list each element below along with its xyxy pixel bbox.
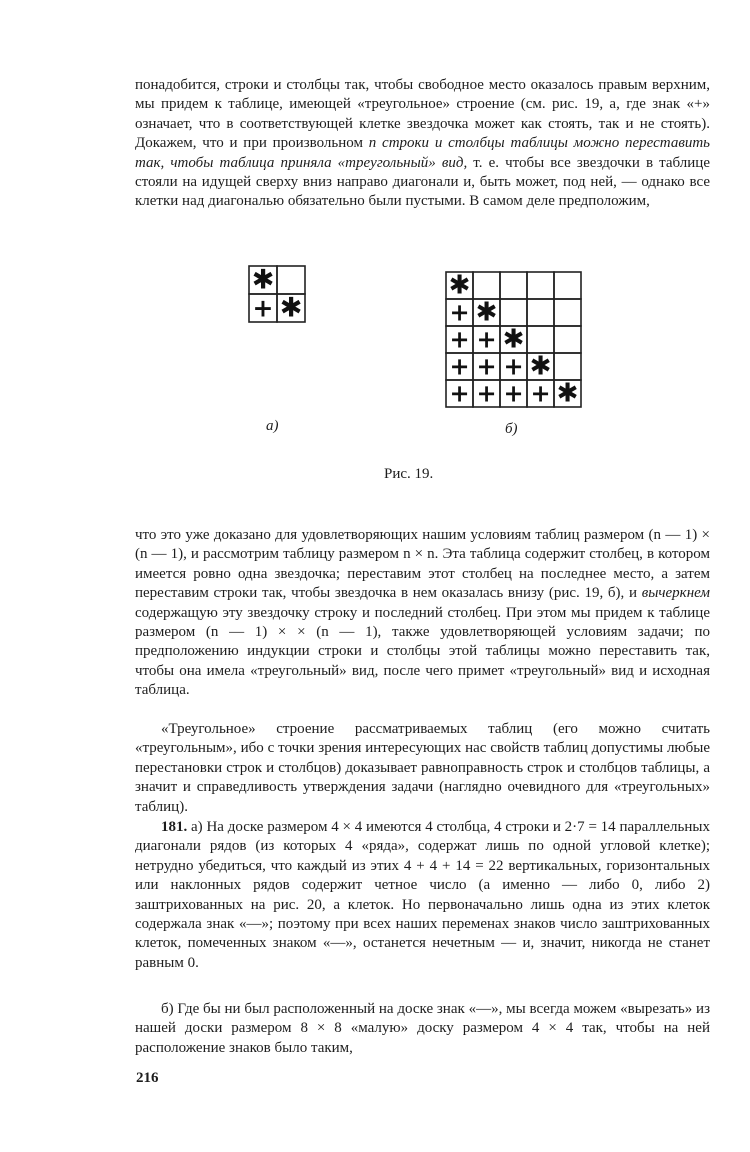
- plus-symbol: +: [449, 379, 470, 408]
- star-symbol: ✱: [251, 264, 275, 296]
- plus-symbol: +: [530, 379, 551, 408]
- problem-number: 181.: [161, 819, 188, 835]
- paragraph-4: [135, 818, 710, 973]
- star-symbol: ✱: [279, 292, 303, 324]
- paragraph-1-part-a: понадобится, строки и столбцы так, чтобы свободное место оказалось правым верхним, мы придем к таблице, имеющей «треугольное» строение (см. рис. 19, а, где знак «+» означает, что в соответствующей клетке звездочка может как стоять, так и не стоять). Докажем, что и при произвольном: [135, 77, 710, 152]
- star-symbol: ✱: [475, 297, 498, 328]
- paragraph-2: [135, 526, 710, 701]
- plus-symbol: +: [252, 293, 274, 323]
- grid-cell: [554, 272, 581, 299]
- paragraph-1: [135, 76, 710, 212]
- paragraph-2-part-b: содержащую эту звездочку строку и последний столбец. При этом мы придем к таблице размером (n — 1) × × (n — 1), также удовлетворяющей условиям задачи; по предположению индукции строки и столбцы этой таблицы можно переставить так, чтобы она имела «треугольный» вид, после чего примет «треугольный» вид и исходная таблица.: [135, 604, 710, 699]
- grid-cell: [527, 272, 554, 299]
- figure-label-b: б): [505, 421, 518, 437]
- plus-symbol: +: [476, 379, 497, 408]
- star-symbol: ✱: [529, 351, 552, 382]
- grid-cell: [277, 266, 305, 294]
- figure-19a-grid: [247, 264, 307, 324]
- paragraph-4-body: а) На доске размером 4 × 4 имеются 4 столбца, 4 строки и 2·7 = 14 параллельных диагонали рядов (из которых 4 «ряда», содержат лишь по одной угловой клетке); нетрудно убедиться, что каждый из этих 4 + 4 + 14 = 22 вертикальных, горизонтальных или наклонных рядов содержит четное число (а именно — либо 0, либо 2) заштрихованных на рис. 20, а клеток. Но первоначально лишь одна из этих клеток содержала знак «—»; поэтому при всех наших переменах знаков число заштрихованных клеток, помеченных знаком «—», останется нечетным — и, значит, никогда не станет равным 0.: [135, 819, 710, 971]
- paragraph-2-part-a: что это уже доказано для удовлетворяющих нашим условиям таблиц размером (n — 1) × (n — 1), и рассмотрим таблицу размером n × n. Эта таблица содержит столбец, в котором имеется ровно одна звездочка; переставим этот столбец на последнее место, а затем переставим строки так, чтобы звездочка в нем оказалась внизу (рис. 19, б), и: [135, 527, 710, 602]
- paragraph-1-part-b: т. е. чтобы все звездочки в таблице стояли на идущей сверху вниз направо диагонали и, быть может, под ней, — однако все клетки над диагональю обязательно были пустыми. В самом деле предположим,: [135, 154, 710, 210]
- plus-symbol: +: [476, 352, 497, 381]
- grid-cell: [527, 299, 554, 326]
- star-symbol: ✱: [502, 324, 525, 355]
- star-symbol: ✱: [556, 378, 579, 409]
- plus-symbol: +: [503, 379, 524, 408]
- plus-symbol: +: [449, 325, 470, 354]
- page-number: 216: [136, 1070, 159, 1086]
- grid-cell: [554, 299, 581, 326]
- paragraph-3: «Треугольное» строение рассматриваемых таблиц (его можно считать «треугольным», ибо с точки зрения интересующих нас свойств таблиц допустимы любые перестановки строк и столбцов) доказывает равноправность строк и столбцов таблицы, а значит и справедливость утверждения задачи (наглядно очевидного для «треугольных» таблиц).: [135, 721, 710, 815]
- grid-cell: [554, 326, 581, 353]
- figure-caption: Рис. 19.: [384, 466, 434, 482]
- paragraph-1-italic: n строки и столбцы таблицы можно переставить так, чтобы таблица приняла «треугольный» вид,: [135, 135, 710, 171]
- grid-cell: [500, 299, 527, 326]
- grid-cell: [473, 272, 500, 299]
- figure-label-a: а): [266, 418, 279, 434]
- paragraph-2-italic: вычеркнем: [641, 585, 710, 602]
- plus-symbol: +: [449, 352, 470, 381]
- figure-19b-grid: [444, 270, 583, 409]
- grid-cell: [554, 353, 581, 380]
- plus-symbol: +: [503, 352, 524, 381]
- grid-cell: [527, 326, 554, 353]
- grid-cell: [500, 272, 527, 299]
- plus-symbol: +: [476, 325, 497, 354]
- plus-symbol: +: [449, 298, 470, 327]
- star-symbol: ✱: [448, 270, 471, 301]
- paragraph-5: б) Где бы ни был расположенный на доске знак «—», мы всегда можем «вырезать» из нашей доски размером 8 × 8 «малую» доску размером 4 × 4 так, чтобы на ней расположение знаков было таким,: [135, 1001, 710, 1056]
